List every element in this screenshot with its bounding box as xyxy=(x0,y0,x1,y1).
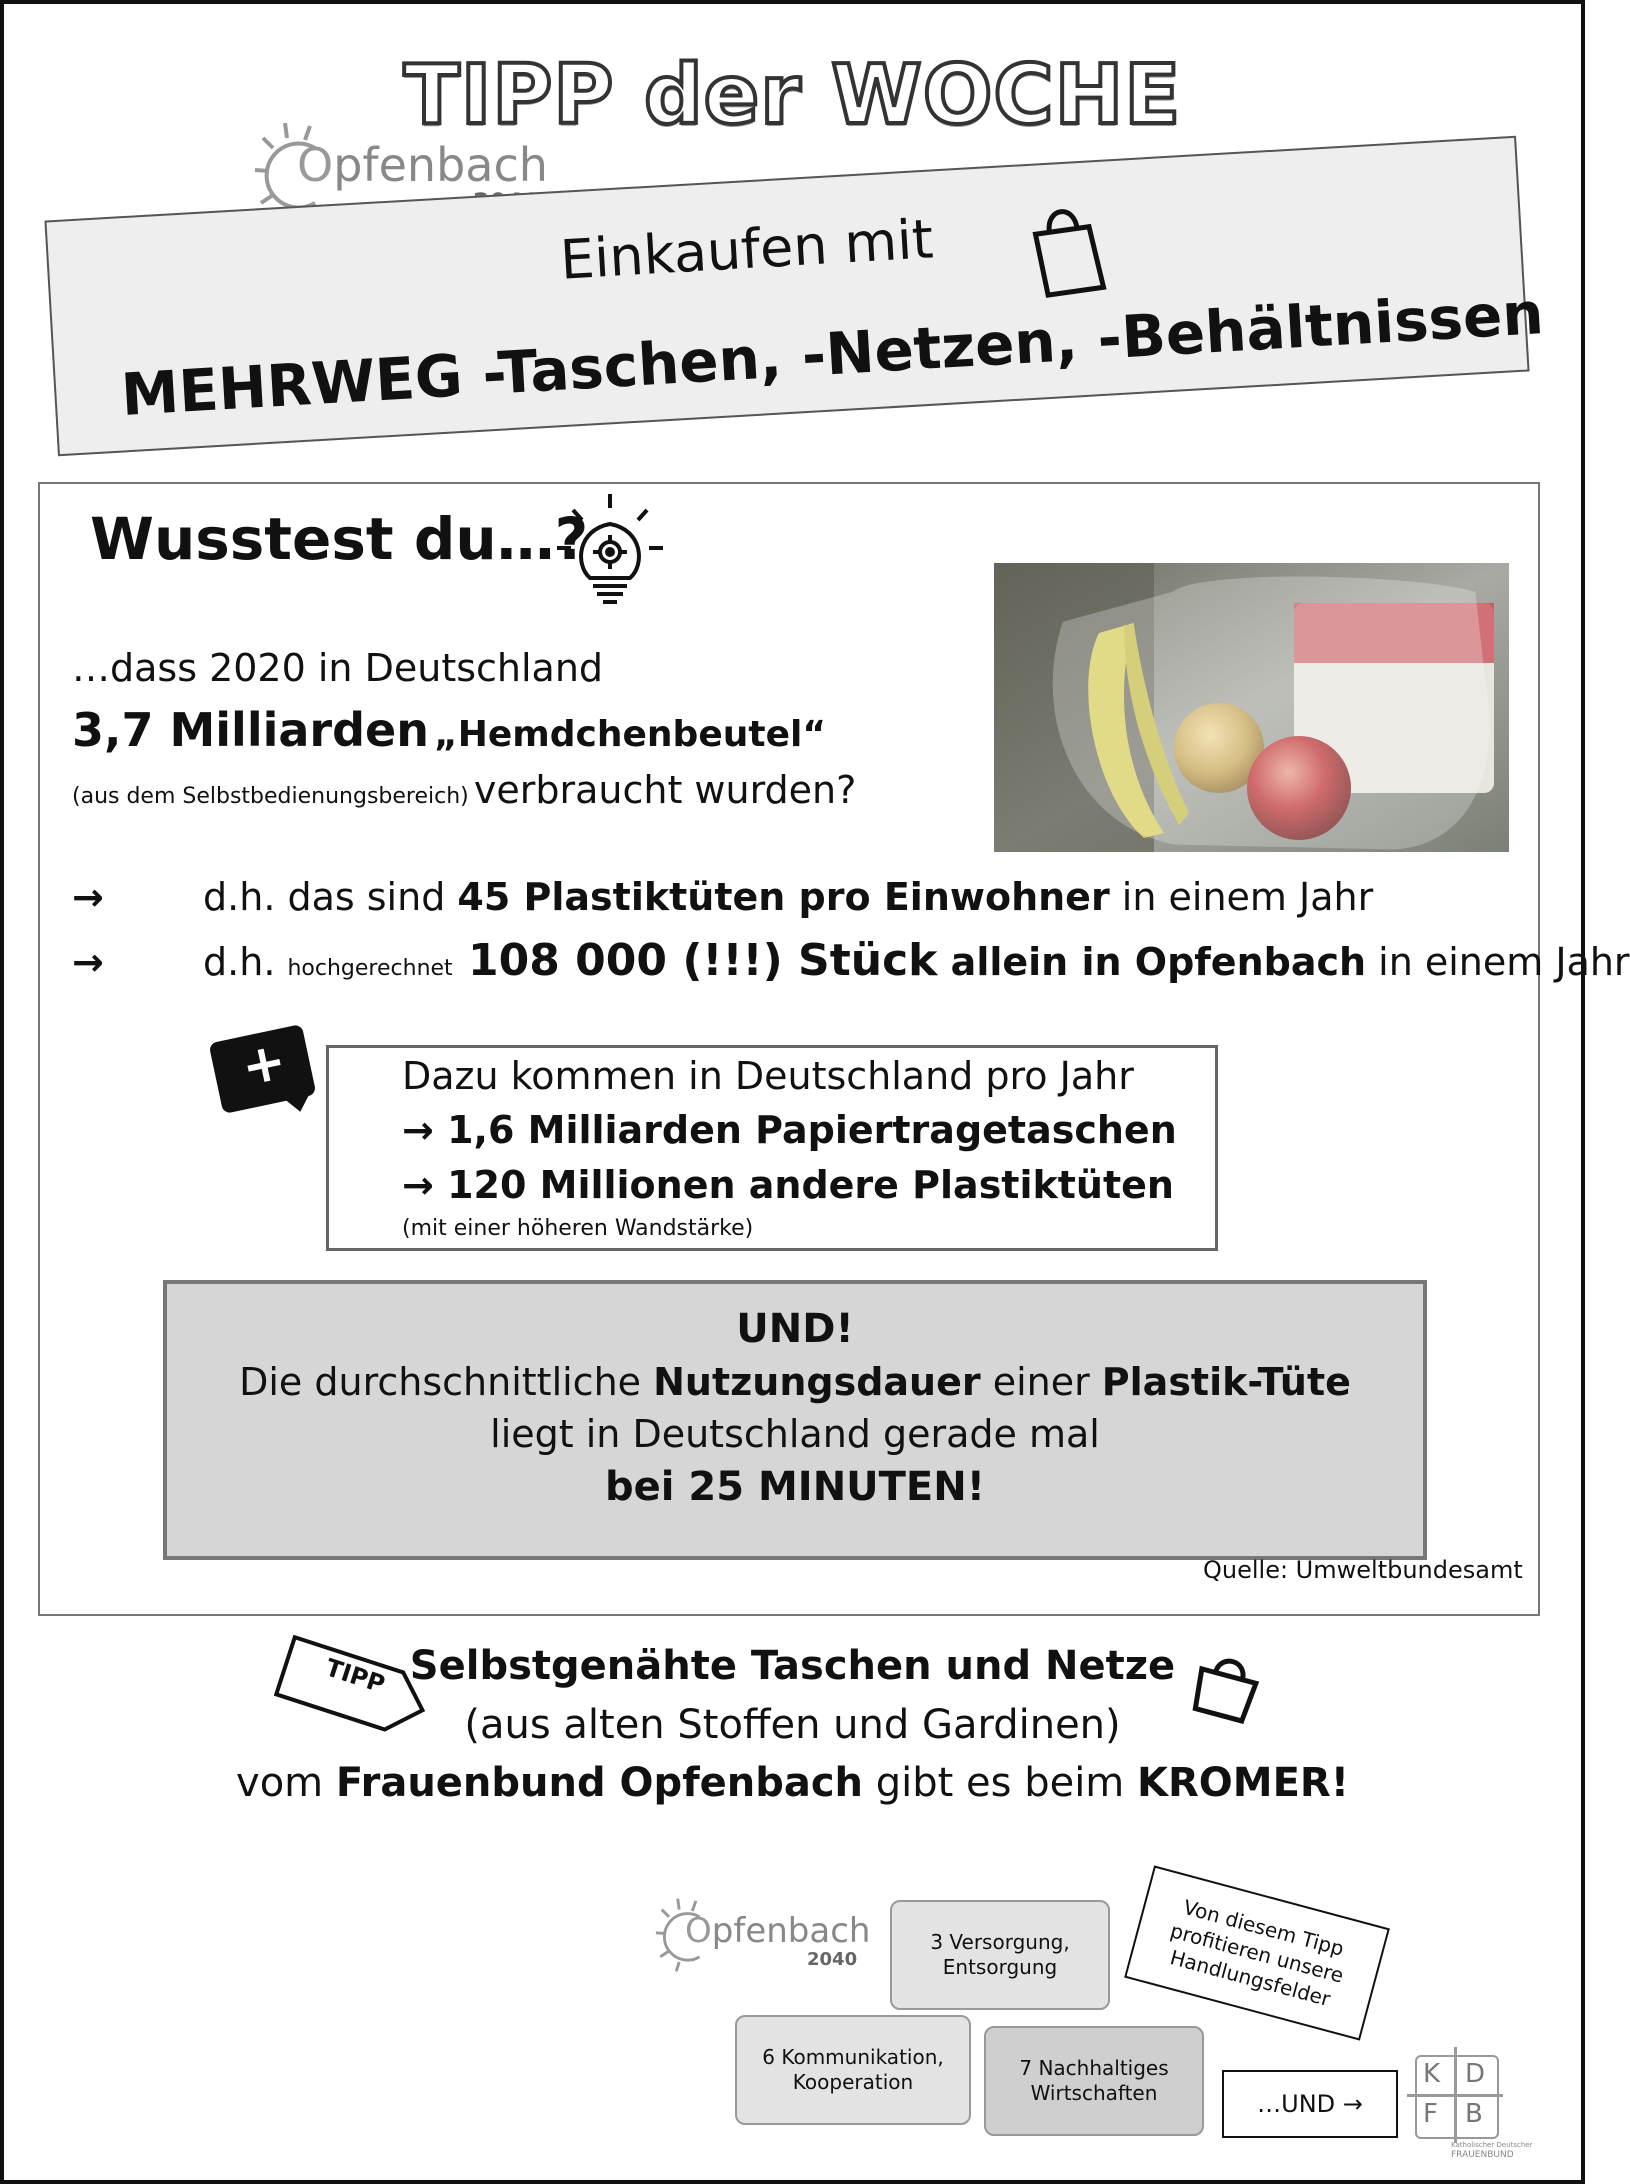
fact-heading: Wusstest du…? xyxy=(90,505,589,573)
fact-line-3 xyxy=(72,768,856,812)
kdfb-logo: K D F B Katholischer Deutscher FRAUENBUND xyxy=(1415,2055,1495,2165)
tipp-badge-label: TIPP xyxy=(322,1653,389,1699)
banner-line-2: MEHRWEG -Taschen, -Netzen, -Behältnissen xyxy=(119,279,1546,429)
bag-icon xyxy=(1190,1652,1265,1722)
fact-term: „Hemdchenbeutel“ xyxy=(434,714,826,755)
banner-line-1: Einkaufen mit xyxy=(558,207,935,292)
tipp-line-2: (aus alten Stoffen und Gardinen) xyxy=(464,1702,1121,1748)
source-note: Quelle: Umweltbundesamt xyxy=(1203,1556,1523,1584)
fact-amount: 3,7 Milliarden xyxy=(72,703,429,757)
field-box-7: 7 Nachhaltiges Wirtschaften xyxy=(984,2026,1204,2136)
fact-line-2 xyxy=(72,703,826,757)
profit-note-box: Von diesem Tipp profitieren unsere Handlungsfelder xyxy=(1124,1865,1390,2040)
fact-end: verbraucht wurden? xyxy=(473,768,857,812)
tipp-line-3: vom Frauenbund Opfenbach gibt es beim KROMER! xyxy=(236,1760,1349,1806)
shopping-bag-icon xyxy=(1030,200,1105,298)
additional-bags-box: Dazu kommen in Deutschland pro Jahr → 1,6 Milliarden Papiertragetaschen → 120 Millionen andere Plastiktüten (mit einer höheren Wandstärke) xyxy=(326,1045,1218,1251)
fact-note: (aus dem Selbstbedienungsbereich) xyxy=(72,784,469,809)
fact-line-1: …dass 2020 in Deutschland xyxy=(72,646,604,690)
und-more-box: …UND → xyxy=(1222,2070,1398,2138)
page-title: TIPP der WOCHE xyxy=(403,48,1182,143)
field-box-6: 6 Kommunikation, Kooperation xyxy=(735,2015,971,2125)
lightbulb-icon xyxy=(555,490,665,610)
tipp-line-1: Selbstgenähte Taschen und Netze xyxy=(409,1643,1176,1689)
plastic-bag-photo xyxy=(994,563,1509,852)
arrow-line-a: → d.h. das sind 45 Plastiktüten pro Einwohner in einem Jahr xyxy=(72,875,1374,919)
arrow-line-b: → d.h. hochgerechnet 108 000 (!!!) Stück allein in Opfenbach in einem Jahr xyxy=(72,935,1630,986)
plus-bubble-icon: + xyxy=(209,1024,317,1114)
usage-duration-box: UND! Die durchschnittliche Nutzungsdauer einer Plastik-Tüte liegt in Deutschland gerade mal bei 25 MINUTEN! xyxy=(163,1280,1427,1560)
field-box-3: 3 Versorgung, Entsorgung xyxy=(890,1900,1110,2010)
